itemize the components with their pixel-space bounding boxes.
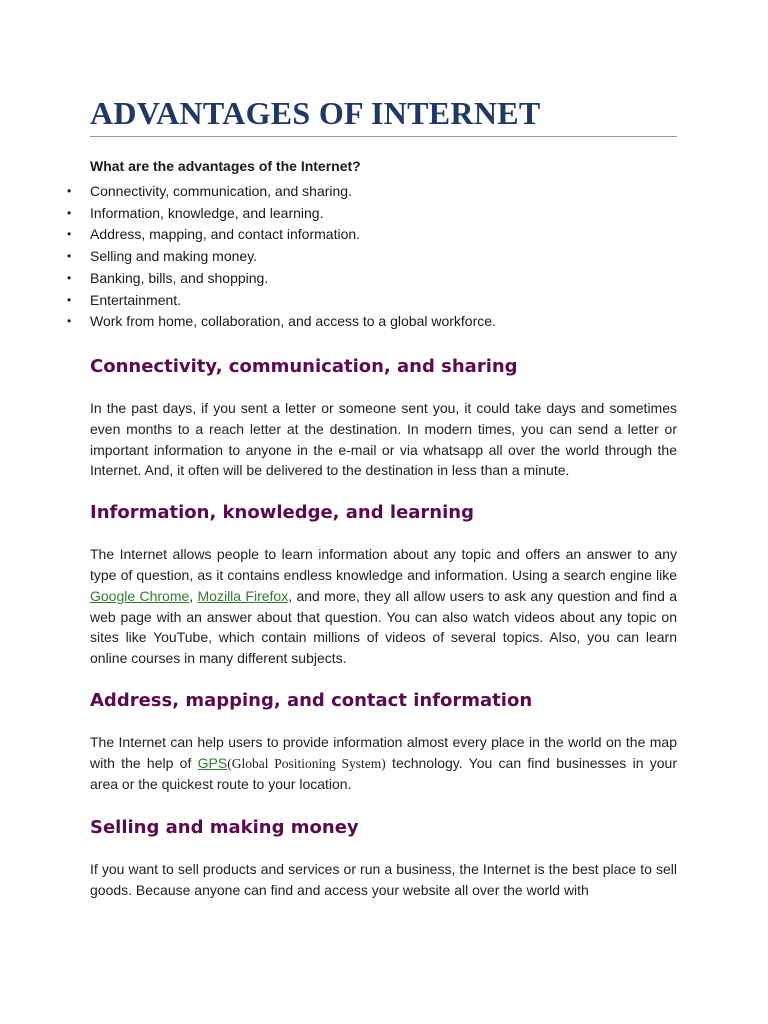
bullet-icon: • xyxy=(67,184,72,198)
bullet-icon: • xyxy=(67,205,72,220)
google-chrome-link[interactable]: Google Chrome xyxy=(90,587,190,604)
list-item: • Entertainment. xyxy=(90,290,677,312)
section-heading-information: Information, knowledge, and learning xyxy=(90,502,474,524)
bullet-icon: • xyxy=(67,249,72,264)
advantages-list xyxy=(67,181,677,333)
list-item: • Selling and making money. xyxy=(90,246,677,268)
bullet-icon: • xyxy=(67,270,72,285)
list-item: • Banking, bills, and shopping. xyxy=(90,268,677,290)
section-text-selling: If you want to sell products and services or run a business, the Internet is the best place to sell goods. Because anyone can find and access your website all over the world with xyxy=(90,861,677,899)
section-text-information: The Internet allows people to learn information about any topic and offers an answer to any type of question, as it contains endless knowledge and information. Using a search engine like Google Chrome, Mozilla Firefox, and more, they all allow users to ask any question and find a web page with an answer about that question. You can also watch videos about any topic on sites like YouTube, which contain millions of videos of several topics. Also, you can learn online courses in many different subjects. xyxy=(90,546,677,667)
bullet-icon: • xyxy=(67,314,72,329)
page-title: ADVANTAGES OF INTERNET xyxy=(90,95,541,131)
list-item: • Connectivity, communication, and sharing. xyxy=(90,181,677,203)
section-heading-address: Address, mapping, and contact information xyxy=(90,689,533,711)
section-text-connectivity: In the past days, if you sent a letter or someone sent you, it could take days and sometimes even months to a reach letter at the destination. In modern times, you can send a letter or important information to anyone in the e-mail or via whatsapp all over the world through the Internet. And, it often will be delivered to the destination in less than a minute. xyxy=(90,399,677,479)
section-heading-connectivity: Connectivity, communication, and sharing xyxy=(90,355,518,377)
title-underline xyxy=(90,136,677,137)
list-item: • Information, knowledge, and learning. xyxy=(90,203,677,225)
document-content xyxy=(67,92,678,901)
bullet-icon: • xyxy=(67,292,72,307)
mozilla-firefox-link[interactable]: Mozilla Firefox xyxy=(197,587,289,604)
section-text-address: The Internet can help users to provide information almost every place in the world on the map with the help of GPS(Global Positioning System) technology. You can find businesses in your area or the quickest route to your location. xyxy=(90,733,678,793)
intro-question: What are the advantages of the Internet? xyxy=(90,158,361,174)
list-item: • Address, mapping, and contact information. xyxy=(90,224,677,246)
section-heading-selling: Selling and making money xyxy=(90,817,359,839)
list-item: • Work from home, collaboration, and access to a global workforce. xyxy=(90,311,677,333)
gps-link[interactable]: GPS xyxy=(197,754,228,771)
bullet-icon: • xyxy=(67,227,72,242)
